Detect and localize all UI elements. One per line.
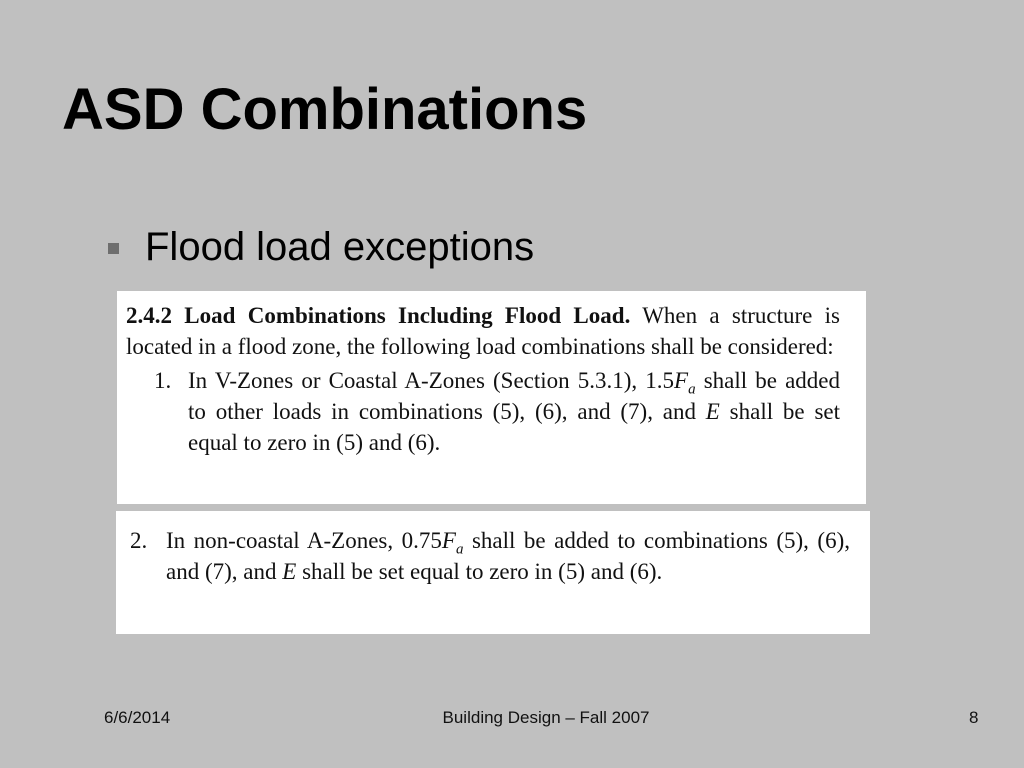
item-text-part: shall be added to other loads in combinations (5), (6), and (7), and (188, 368, 840, 424)
bullet-text: Flood load exceptions (145, 225, 535, 269)
square-bullet-icon (108, 243, 119, 254)
code-excerpt-1 (117, 291, 866, 504)
list-item-1 (126, 365, 840, 458)
section-intro: When a structure is located in a flood zone, the following load combinations shall be considered: (126, 303, 840, 359)
symbol-f: F (674, 368, 689, 393)
code-excerpt-2 (116, 511, 870, 634)
slide-title: ASD Combinations (62, 77, 588, 142)
subscript-a: a (688, 381, 696, 398)
footer-course: Building Design – Fall 2007 (442, 708, 650, 727)
excerpt-paragraph (126, 300, 840, 362)
list-item-number: 2. (130, 528, 148, 553)
list-item-number: 1. (154, 368, 172, 393)
list-item-text (188, 365, 840, 458)
item-text-part: In V-Zones or Coastal A-Zones (Section 5.3.1), 1.5 (188, 368, 675, 393)
item-text-part: In non-coastal A-Zones, 0.75 (166, 528, 442, 553)
list-item-text (166, 525, 850, 587)
item-text-part: shall be added to combinations (5), (6), and (7), and (166, 528, 850, 584)
symbol-f: F (441, 528, 456, 553)
symbol-e: E (705, 399, 720, 424)
bullet-item (108, 222, 534, 272)
item-text-part: shall be set equal to zero in (5) and (6). (188, 399, 841, 455)
footer-date: 6/6/2014 (104, 708, 171, 727)
section-heading: 2.4.2 Load Combinations Including Flood Load. (126, 303, 631, 328)
list-item-2 (130, 525, 850, 587)
subscript-a: a (455, 541, 464, 558)
symbol-e: E (282, 559, 297, 584)
item-text-part: shall be set equal to zero in (5) and (6). (296, 559, 663, 584)
footer-page-number: 8 (969, 708, 979, 727)
